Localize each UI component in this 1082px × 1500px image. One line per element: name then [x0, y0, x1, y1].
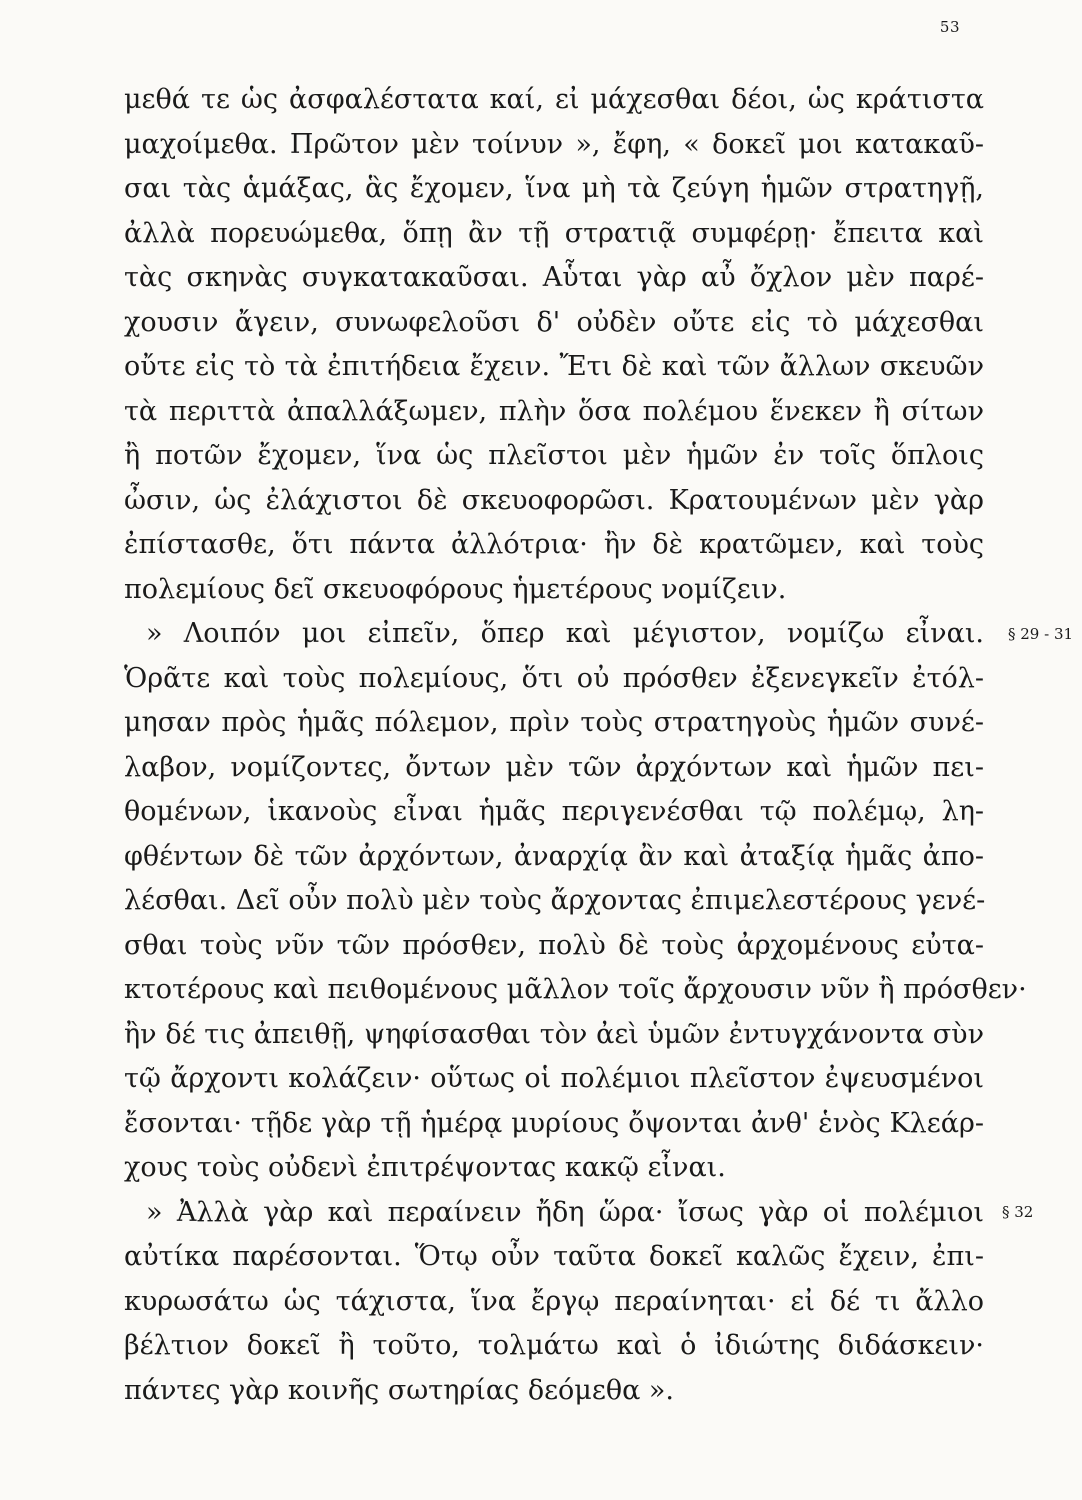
text-line: χουσιν ἄγειν, συνωφελοῦσι δ' οὐδὲν οὔτε εἰς τὸ μάχεσθαι [124, 306, 984, 338]
greek-text-body [124, 78, 1074, 1413]
text-line: ἀλλὰ πορευώμεθα, ὅπῃ ἂν τῇ στρατιᾷ συμφέρῃ· ἔπειτα καὶ [124, 217, 984, 249]
text-line: κτοτέρους καὶ πειθομένους μᾶλλον τοῖς ἄρχουσιν νῦν ἢ πρόσθεν· [124, 974, 1027, 1005]
text-line: πάντες γὰρ κοινῆς σωτηρίας δεόμεθα ». [124, 1374, 675, 1406]
text-line: πολεμίους δεῖ σκευοφόρους ἡμετέρους νομίζειν. [124, 573, 787, 605]
text-line: σαι τὰς ἁμάξας, ἃς ἔχομεν, ἵνα μὴ τὰ ζεύγη ἡμῶν στρατηγῇ, [124, 173, 984, 204]
text-line: φθέντων δὲ τῶν ἀρχόντων, ἀναρχίᾳ ἂν καὶ ἀταξίᾳ ἡμᾶς ἀπο- [124, 840, 984, 872]
section-marginal-note: § 29 - 31 [1008, 625, 1074, 643]
text-line: κυρωσάτω ὡς τάχιστα, ἵνα ἔργῳ περαίνηται· εἰ δέ τι ἄλλο [124, 1285, 984, 1317]
text-line: σθαι τοὺς νῦν τῶν πρόσθεν, πολὺ δὲ τοὺς ἀρχομένους εὐτα- [124, 929, 984, 961]
text-line: τῷ ἄρχοντι κολάζειν· οὕτως οἱ πολέμιοι πλεῖστον ἐψευσμένοι [124, 1063, 984, 1094]
text-line: θομένων, ἱκανοὺς εἶναι ἡμᾶς περιγενέσθαι τῷ πολέμῳ, λη- [124, 796, 984, 827]
text-line: ἢν δέ τις ἀπειθῇ, ψηφίσασθαι τὸν ἀεὶ ὑμῶν ἐντυγχάνοντα σὺν [124, 1018, 984, 1050]
text-line: μησαν πρὸς ἡμᾶς πόλεμον, πρὶν τοὺς στρατηγοὺς ἡμῶν συνέ- [124, 707, 984, 738]
page-number: 53 [939, 18, 960, 36]
text-line: μαχοίμεθα. Πρῶτον μὲν τοίνυν », ἔφη, « δοκεῖ μοι κατακαῦ- [124, 128, 984, 160]
text-line: οὔτε εἰς τὸ τὰ ἐπιτήδεια ἔχειν. Ἔτι δὲ καὶ τῶν ἄλλων σκευῶν [124, 351, 984, 382]
section-marginal-note: § 32 [1002, 1203, 1034, 1221]
text-line: τὰς σκηνὰς συγκατακαῦσαι. Αὗται γὰρ αὖ ὄχλον μὲν παρέ- [124, 262, 984, 293]
text-line: ἢ ποτῶν ἔχομεν, ἵνα ὡς πλεῖστοι μὲν ἡμῶν ἐν τοῖς ὅπλοις [124, 440, 984, 471]
text-line: βέλτιον δοκεῖ ἢ τοῦτο, τολμάτω καὶ ὁ ἰδιώτης διδάσκειν· [124, 1330, 984, 1361]
text-line: αὐτίκα παρέσονται. Ὅτῳ οὖν ταῦτα δοκεῖ καλῶς ἔχειν, ἐπι- [124, 1241, 984, 1272]
text-line: ὦσιν, ὡς ἐλάχιστοι δὲ σκευοφορῶσι. Κρατουμένων μὲν γὰρ [124, 484, 984, 516]
text-line: » Ἀλλὰ γὰρ καὶ περαίνειν ἤδη ὥρα· ἴσως γὰρ οἱ πολέμιοι [146, 1196, 984, 1228]
text-line: μεθά τε ὡς ἀσφαλέστατα καί, εἰ μάχεσθαι δέοι, ὡς κράτιστα [124, 84, 984, 115]
text-line: χους τοὺς οὐδενὶ ἐπιτρέψοντας κακῷ εἶναι. [124, 1152, 726, 1183]
text-line: Ὁρᾶτε καὶ τοὺς πολεμίους, ὅτι οὐ πρόσθεν ἐξενεγκεῖν ἐτόλ- [124, 662, 984, 694]
text-line: ἐπίστασθε, ὅτι πάντα ἀλλότρια· ἢν δὲ κρατῶμεν, καὶ τοὺς [124, 529, 984, 560]
text-line: » Λοιπόν μοι εἰπεῖν, ὅπερ καὶ μέγιστον, νομίζω εἶναι. [146, 618, 984, 649]
text-line: λαβον, νομίζοντες, ὄντων μὲν τῶν ἀρχόντων καὶ ἡμῶν πει- [124, 751, 984, 783]
text-line: ἔσονται· τῇδε γὰρ τῇ ἡμέρᾳ μυρίους ὄψονται ἀνθ' ἑνὸς Κλεάρ- [124, 1107, 984, 1139]
text-line: λέσθαι. Δεῖ οὖν πολὺ μὲν τοὺς ἄρχοντας ἐπιμελεστέρους γενέ- [124, 885, 986, 916]
text-line: τὰ περιττὰ ἀπαλλάξωμεν, πλὴν ὅσα πολέμου ἕνεκεν ἢ σίτων [124, 395, 984, 427]
